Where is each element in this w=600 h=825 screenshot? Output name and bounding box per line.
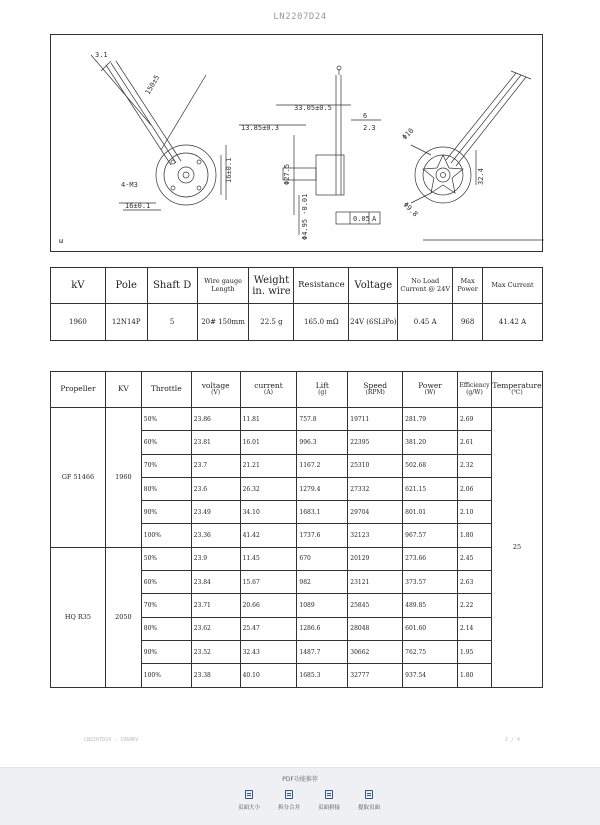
pdf-tool-extract-page[interactable]: [350, 790, 388, 820]
dim-3-1: 3.1: [95, 51, 108, 59]
table-cell: 32123: [348, 524, 403, 547]
propeller-cell: HQ R35: [51, 547, 106, 687]
spec-header-maxpower: Max Power: [453, 268, 483, 304]
spec-header-voltage: Voltage: [349, 268, 398, 304]
motor-technical-drawing: [50, 34, 543, 252]
table-cell: 1737.6: [297, 524, 348, 547]
perf-header-speed: Speed (RPM): [348, 372, 403, 408]
table-cell: 23.71: [191, 594, 240, 617]
perf-header-power: Power (W): [403, 372, 458, 408]
table-cell: 25310: [348, 454, 403, 477]
propeller-cell: GF 51466: [51, 408, 106, 548]
table-cell: 32.43: [240, 640, 297, 663]
table-cell: 937.54: [403, 664, 458, 687]
table-cell: 23.62: [191, 617, 240, 640]
pdf-tool-page-size[interactable]: [230, 790, 268, 820]
table-cell: 50%: [141, 547, 191, 570]
spec-weight: 22.5 g: [249, 304, 294, 341]
table-cell: 19711: [348, 408, 403, 431]
table-cell: 23.52: [191, 640, 240, 663]
table-cell: 2.06: [457, 477, 491, 500]
table-cell: 2.69: [457, 408, 491, 431]
page-size-icon: [245, 790, 253, 799]
table-cell: 21.21: [240, 454, 297, 477]
table-cell: 29704: [348, 501, 403, 524]
table-cell: 25.47: [240, 617, 297, 640]
page-join-icon: [325, 790, 333, 799]
table-cell: 2.63: [457, 571, 491, 594]
pdf-tool-page-join[interactable]: [310, 790, 348, 820]
table-cell: 273.66: [403, 547, 458, 570]
table-cell: 1279.4: [297, 477, 348, 500]
dim-shaft-diameter: Φ4.95 -0.01: [301, 193, 309, 240]
table-cell: 502.68: [403, 454, 458, 477]
table-cell: 23.9: [191, 547, 240, 570]
table-row: [51, 547, 543, 570]
table-cell: 23.6: [191, 477, 240, 500]
spec-header-kv: kV: [51, 268, 106, 304]
spec-wire: 20# 150mm: [197, 304, 249, 341]
dim-13-85: 13.85±0.3: [241, 124, 279, 132]
spec-maxpower: 968: [453, 304, 483, 341]
pdf-tool-page-size-label: 页面大小: [237, 805, 260, 811]
pdf-tool-split-merge[interactable]: [270, 790, 308, 820]
spec-header-shaft: Shaft D: [147, 268, 197, 304]
table-cell: 1.80: [457, 664, 491, 687]
table-cell: 281.79: [403, 408, 458, 431]
table-cell: 982: [297, 571, 348, 594]
document-title: LN2207D24: [273, 12, 327, 22]
table-cell: 23.49: [191, 501, 240, 524]
spec-header-pole: Pole: [105, 268, 147, 304]
spec-shaft: 5: [147, 304, 197, 341]
table-cell: 670: [297, 547, 348, 570]
table-cell: 41.42: [240, 524, 297, 547]
drawing-svg: [51, 35, 544, 253]
spec-resistance: 165.0 mΩ: [294, 304, 349, 341]
table-cell: 1.95: [457, 640, 491, 663]
table-cell: 34.10: [240, 501, 297, 524]
table-cell: 762.75: [403, 640, 458, 663]
perf-header-voltage: voltage (V): [191, 372, 240, 408]
table-cell: 80%: [141, 477, 191, 500]
dim-32-4: 32.4: [477, 168, 485, 185]
table-cell: 1685.3: [297, 664, 348, 687]
table-cell: 20129: [348, 547, 403, 570]
table-cell: 621.15: [403, 477, 458, 500]
split-merge-icon: [285, 790, 293, 799]
table-cell: 50%: [141, 408, 191, 431]
table-cell: 28048: [348, 617, 403, 640]
pdf-feature-bar: [0, 767, 600, 825]
spec-header-row: [51, 268, 543, 304]
page-footer-right: 2 / 4: [505, 737, 521, 743]
spec-value-row: [51, 304, 543, 341]
pdf-tool-list: [230, 790, 390, 820]
table-cell: 70%: [141, 454, 191, 477]
spec-header-noload: No Load Current @ 24V: [398, 268, 453, 304]
perf-header-temperature: Temperature (℃): [491, 372, 542, 408]
table-cell: 1487.7: [297, 640, 348, 663]
table-cell: 60%: [141, 571, 191, 594]
perf-header-kv: KV: [105, 372, 141, 408]
perf-header-current: current (A): [240, 372, 297, 408]
table-cell: 23.36: [191, 524, 240, 547]
table-cell: 23.38: [191, 664, 240, 687]
datum-label: A: [372, 215, 377, 223]
table-cell: 801.01: [403, 501, 458, 524]
pdf-tool-split-merge-label: 拆分合并: [277, 805, 300, 811]
table-cell: 23.86: [191, 408, 240, 431]
extract-page-icon: [365, 790, 373, 799]
performance-table: [50, 371, 543, 688]
table-cell: 20.66: [240, 594, 297, 617]
dim-16-horizontal: 16±0.1: [125, 202, 151, 210]
kv-cell: 2050: [105, 547, 141, 687]
spec-header-weight: Weight in. wire: [249, 268, 294, 304]
dim-16-vertical: 16±0.1: [225, 157, 233, 183]
table-cell: 2.32: [457, 454, 491, 477]
perf-header-throttle: Throttle: [141, 372, 191, 408]
dim-6: 6: [363, 112, 368, 120]
table-cell: 70%: [141, 594, 191, 617]
pdf-tool-extract-page-label: 提取页面: [357, 805, 380, 811]
temperature-cell: 25: [491, 408, 542, 688]
table-cell: 11.81: [240, 408, 297, 431]
perf-header-row: [51, 372, 543, 408]
table-cell: 40.10: [240, 664, 297, 687]
table-cell: 23121: [348, 571, 403, 594]
table-cell: 30662: [348, 640, 403, 663]
table-cell: 90%: [141, 640, 191, 663]
motor-spec-table: [50, 267, 543, 341]
table-cell: 26.32: [240, 477, 297, 500]
perf-header-propeller: Propeller: [51, 372, 106, 408]
perf-body: [51, 408, 543, 688]
table-cell: 601.60: [403, 617, 458, 640]
table-cell: 381.20: [403, 431, 458, 454]
table-cell: 25845: [348, 594, 403, 617]
perf-header-lift: Lift (g): [297, 372, 348, 408]
dim-overall-length: 33.05±0.5: [294, 104, 332, 112]
table-cell: 32777: [348, 664, 403, 687]
table-cell: 23.81: [191, 431, 240, 454]
table-cell: 60%: [141, 431, 191, 454]
spec-maxcurrent: 41.42 A: [483, 304, 543, 341]
perf-header-efficiency: Efficiency (g/W): [457, 372, 491, 408]
table-cell: 1.80: [457, 524, 491, 547]
table-cell: 27332: [348, 477, 403, 500]
table-cell: 1167.2: [297, 454, 348, 477]
dim-diameter-9-8: Φ9.8: [401, 200, 420, 219]
dim-diameter-10: Φ10: [400, 126, 416, 142]
dim-4-m3: 4-M3: [121, 181, 138, 189]
table-cell: 373.57: [403, 571, 458, 594]
spec-header-maxcurrent: Max Current: [483, 268, 543, 304]
dim-diameter-27-5: Φ27.5: [283, 163, 291, 185]
table-cell: 1286.6: [297, 617, 348, 640]
table-cell: 2.14: [457, 617, 491, 640]
table-cell: 1683.1: [297, 501, 348, 524]
table-cell: 23.84: [191, 571, 240, 594]
spec-header-resistance: Resistance: [294, 268, 349, 304]
table-cell: 2.61: [457, 431, 491, 454]
table-cell: 22395: [348, 431, 403, 454]
table-cell: 757.8: [297, 408, 348, 431]
pdf-bar-title: PDF功能推荐: [282, 776, 318, 783]
table-cell: 23.7: [191, 454, 240, 477]
table-cell: 2.22: [457, 594, 491, 617]
spec-kv: 1960: [51, 304, 106, 341]
spec-header-wire: Wire gauge Length: [197, 268, 249, 304]
flatness-value: 0.05: [353, 215, 370, 223]
table-cell: 11.45: [240, 547, 297, 570]
table-cell: 2.45: [457, 547, 491, 570]
table-cell: 2.10: [457, 501, 491, 524]
drawing-corner-mark: ω: [59, 237, 64, 245]
table-cell: 15.67: [240, 571, 297, 594]
table-cell: 489.85: [403, 594, 458, 617]
page-footer-left: LN2207D24 - 1960KV: [84, 737, 139, 743]
table-cell: 1089: [297, 594, 348, 617]
spec-noload: 0.45 A: [398, 304, 453, 341]
table-row: [51, 408, 543, 431]
kv-cell: 1960: [105, 408, 141, 548]
pdf-tool-page-join-label: 页面拼接: [317, 805, 340, 811]
table-cell: 90%: [141, 501, 191, 524]
table-cell: 80%: [141, 617, 191, 640]
table-cell: 100%: [141, 664, 191, 687]
table-cell: 100%: [141, 524, 191, 547]
table-cell: 996.3: [297, 431, 348, 454]
table-cell: 16.01: [240, 431, 297, 454]
table-cell: 967.57: [403, 524, 458, 547]
spec-voltage: 24V (6SLiPo): [349, 304, 398, 341]
dim-wire-length: 150±5: [143, 73, 162, 96]
spec-pole: 12N14P: [105, 304, 147, 341]
dim-2-3: 2.3: [363, 124, 376, 132]
